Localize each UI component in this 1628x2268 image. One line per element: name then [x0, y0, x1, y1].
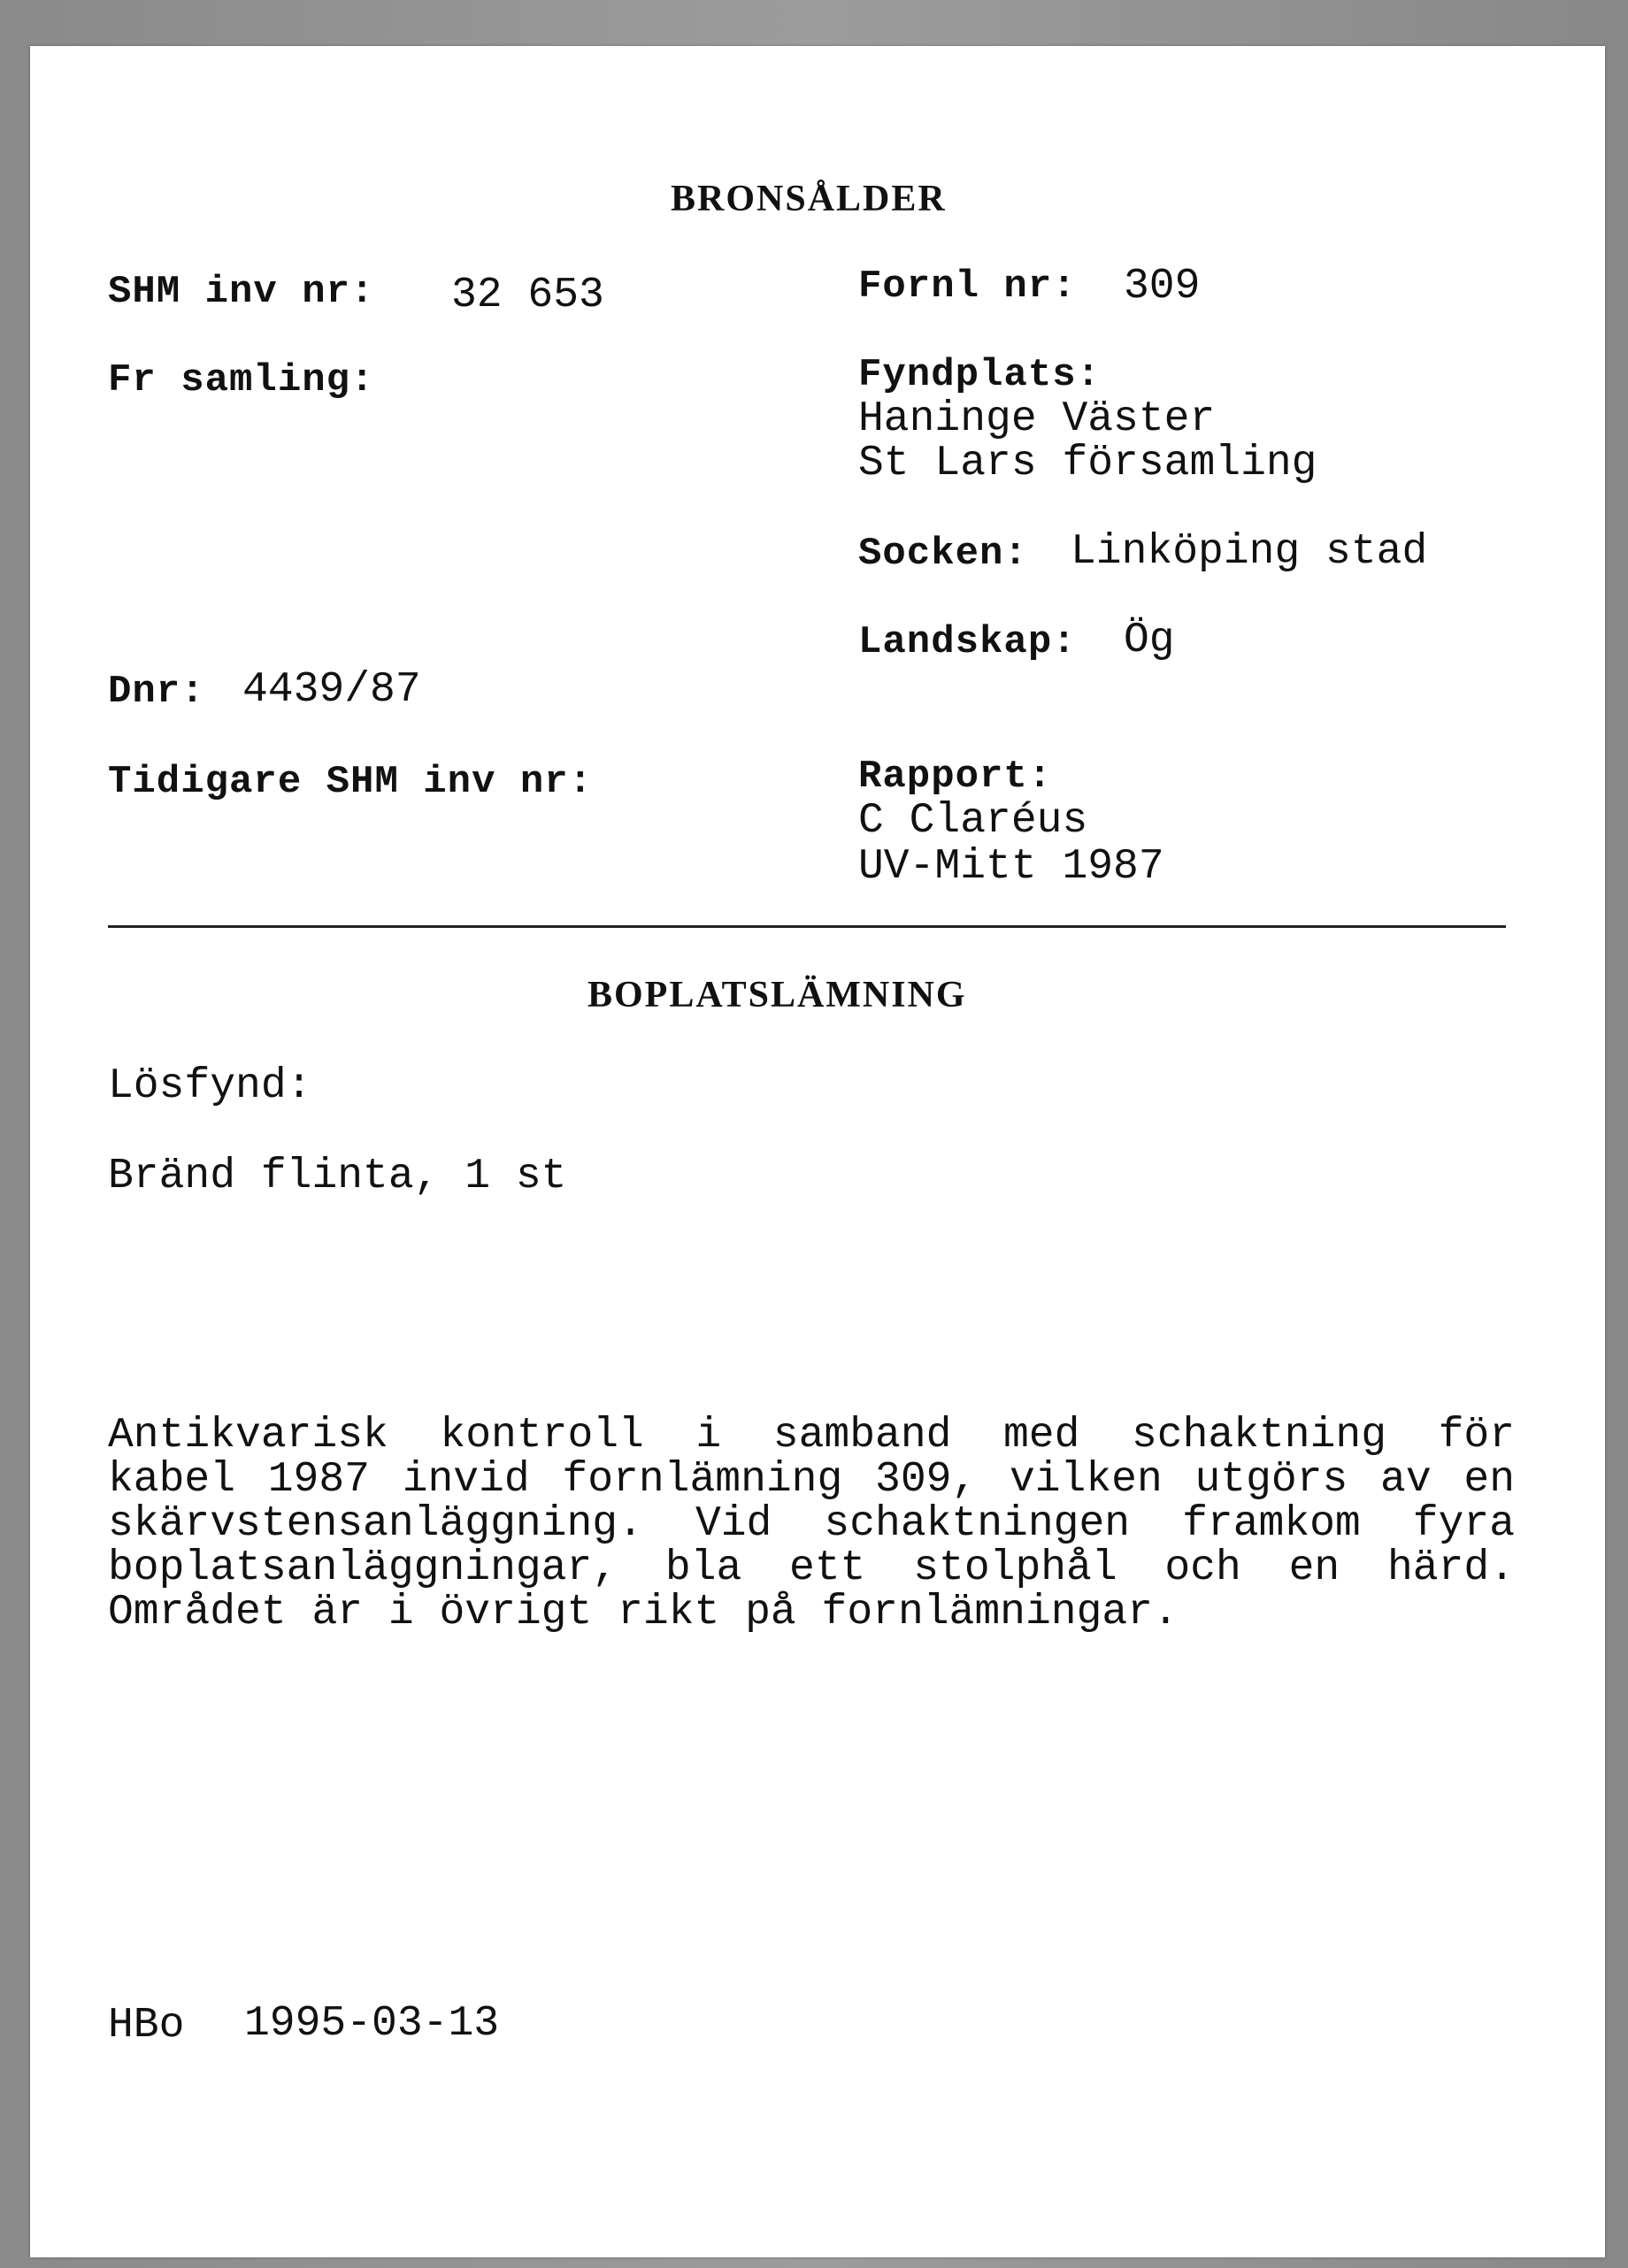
socken-value: Linköping stad	[1071, 528, 1428, 576]
rapport-line: UV-Mitt 1987	[858, 843, 1164, 891]
footer-date: 1995-03-13	[244, 2000, 500, 2048]
footer-initials: HBo	[108, 2002, 185, 2050]
landskap-value: Ög	[1124, 617, 1175, 664]
rapport-label: Rapport:	[858, 755, 1053, 799]
fornl-nr-label: Fornl nr:	[858, 264, 1077, 309]
losfynd-label: Lösfynd:	[108, 1062, 312, 1110]
dnr-value: 4439/87	[242, 666, 421, 714]
description-paragraph	[108, 1414, 1515, 1635]
description-line: Antikvarisk kontroll i samband med schaktning för	[108, 1412, 1515, 1460]
catalog-card	[30, 46, 1605, 2257]
fyndplats-line: Haninge Väster	[858, 395, 1216, 443]
description-line: Området är i övrigt rikt på fornlämningar.	[108, 1589, 1179, 1636]
fyndplats-label: Fyndplats:	[858, 353, 1102, 397]
tidigare-shm-inv-nr-label: Tidigare SHM inv nr:	[108, 760, 594, 804]
description-line: kabel 1987 invid fornlämning 309, vilken utgörs av en	[108, 1456, 1515, 1504]
fr-samling-label: Fr samling:	[108, 358, 375, 402]
rapport-line: C Claréus	[858, 797, 1088, 845]
fornl-nr-value: 309	[1124, 263, 1201, 310]
dnr-label: Dnr:	[108, 670, 205, 714]
section-heading: BOPLATSLÄMNING	[587, 975, 967, 1015]
description-line: boplatsanläggningar, bla ett stolphål och en härd.	[108, 1544, 1515, 1592]
shm-inv-nr-label: SHM inv nr:	[108, 270, 375, 314]
fyndplats-line: St Lars församling	[858, 440, 1317, 487]
period-heading: BRONSÅLDER	[671, 179, 947, 219]
socken-label: Socken:	[858, 532, 1028, 576]
landskap-label: Landskap:	[858, 620, 1077, 664]
shm-inv-nr-value: 32 653	[451, 272, 604, 319]
find-item: Bränd flinta, 1 st	[108, 1153, 567, 1200]
section-divider	[108, 925, 1506, 928]
description-line: skärvstensanläggning. Vid schaktningen framkom fyra	[108, 1500, 1515, 1548]
